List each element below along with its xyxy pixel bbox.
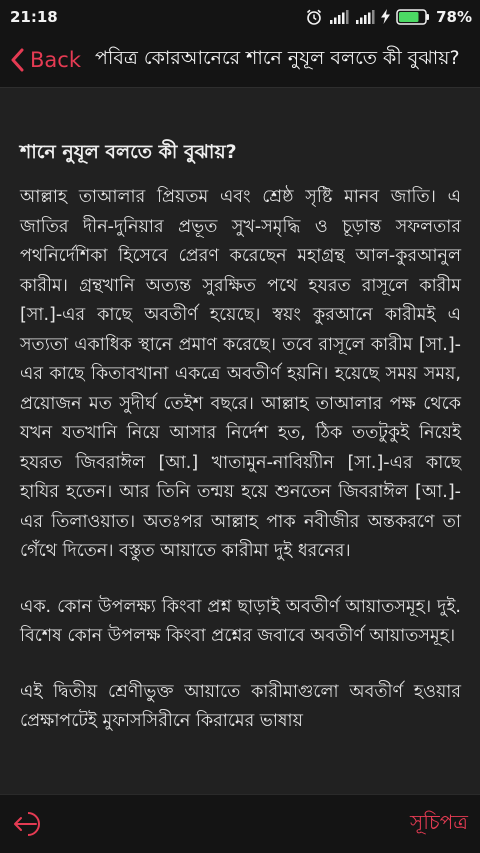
battery-level-fill <box>399 12 419 22</box>
bottom-bar <box>0 794 480 853</box>
alarm-icon <box>305 8 323 26</box>
article-paragraph: এই দ্বিতীয় শ্রেণীভুক্ত আয়াতে কারীমাগুলো অবতীর্ণ হওয়ার প্রেক্ষাপটেই মুফাসসিরীনে কিরামের ভাষায় <box>20 681 461 731</box>
back-button[interactable] <box>10 48 81 72</box>
charging-icon <box>381 9 390 24</box>
signal-icon <box>355 10 375 24</box>
signal-icon <box>329 10 349 24</box>
back-label: Back <box>30 48 81 72</box>
status-time: 21:18 <box>10 7 58 26</box>
article-paragraph: এক. কোন উপলক্ষ্য কিংবা প্রশ্ন ছাড়াই অবতীর্ণ আয়াতসমূহ। দুই. বিশেষ কোন উপলক্ষ কিংবা প্রশ্নের জবাবে অবতীর্ণ আয়াতসমূহ। <box>20 596 461 646</box>
exit-icon <box>12 809 48 839</box>
article-content[interactable] <box>0 89 480 794</box>
article-paragraph: আল্লাহ তাআলার প্রিয়তম এবং শ্রেষ্ঠ সৃষ্টি মানব জাতি। এ জাতির দীন-দুনিয়ার প্রভূত সুখ-সমৃদ্ধি ও চূড়ান্ত সফলতার পথনির্দেশিকা হিসেবে প্রেরণ করেছেন মহাগ্রন্থ আল-কুরআনুল কারীম। গ্রন্থখানি অত্যন্ত সুরক্ষিত পথে হযরত রাসূলে কারীম [সা.]-এর কাছে অবতীর্ণ হয়েছে। স্বয়ং কুরআনে কারীমই এ সত্যতা একাধিক স্থানে প্রমাণ করেছে। তবে রাসূলে কারীম [সা.]-এর কাছে কিতাবখানা একত্রে অবতীর্ণ হয়নি। হয়েছে সময় সময়, প্রয়োজন মত সুদীর্ঘ তেইশ বছরে। আল্লাহ তাআলার পক্ষ থেকে যখন যতখানি নিয়ে আসার নির্দেশ হত, ঠিক ততটুকুই নিয়েই হযরত জিবরাঈল [আ.] খাতামুন-নাবিয়্যীন [সা.]-এর কাছে হাযির হতেন। আর তিনি তন্ময় হয়ে শুনতেন জিবরাঈল [আ.]-এর তিলাওয়াত। অতঃপর আল্লাহ পাক নবীজীর অন্তকরণে তা গেঁথে দিতেন। বস্তুত আয়াতে কারীমা দুই ধরনের। <box>20 187 461 561</box>
article-heading: শানে নুযূল বলতে কী বুঝায়? <box>20 141 237 163</box>
app-bar <box>0 33 480 88</box>
status-icons <box>305 8 472 26</box>
status-bar <box>0 0 480 33</box>
page-title: পবিত্র কোরআনেরে শানে নুযূল বলতে কী বুঝায়? <box>94 47 460 69</box>
battery-icon <box>396 9 430 25</box>
exit-button[interactable] <box>12 809 48 839</box>
chevron-left-icon <box>10 48 24 72</box>
battery-percent: 78% <box>436 7 472 26</box>
table-of-contents-button[interactable]: সূচিপত্র <box>410 809 468 834</box>
